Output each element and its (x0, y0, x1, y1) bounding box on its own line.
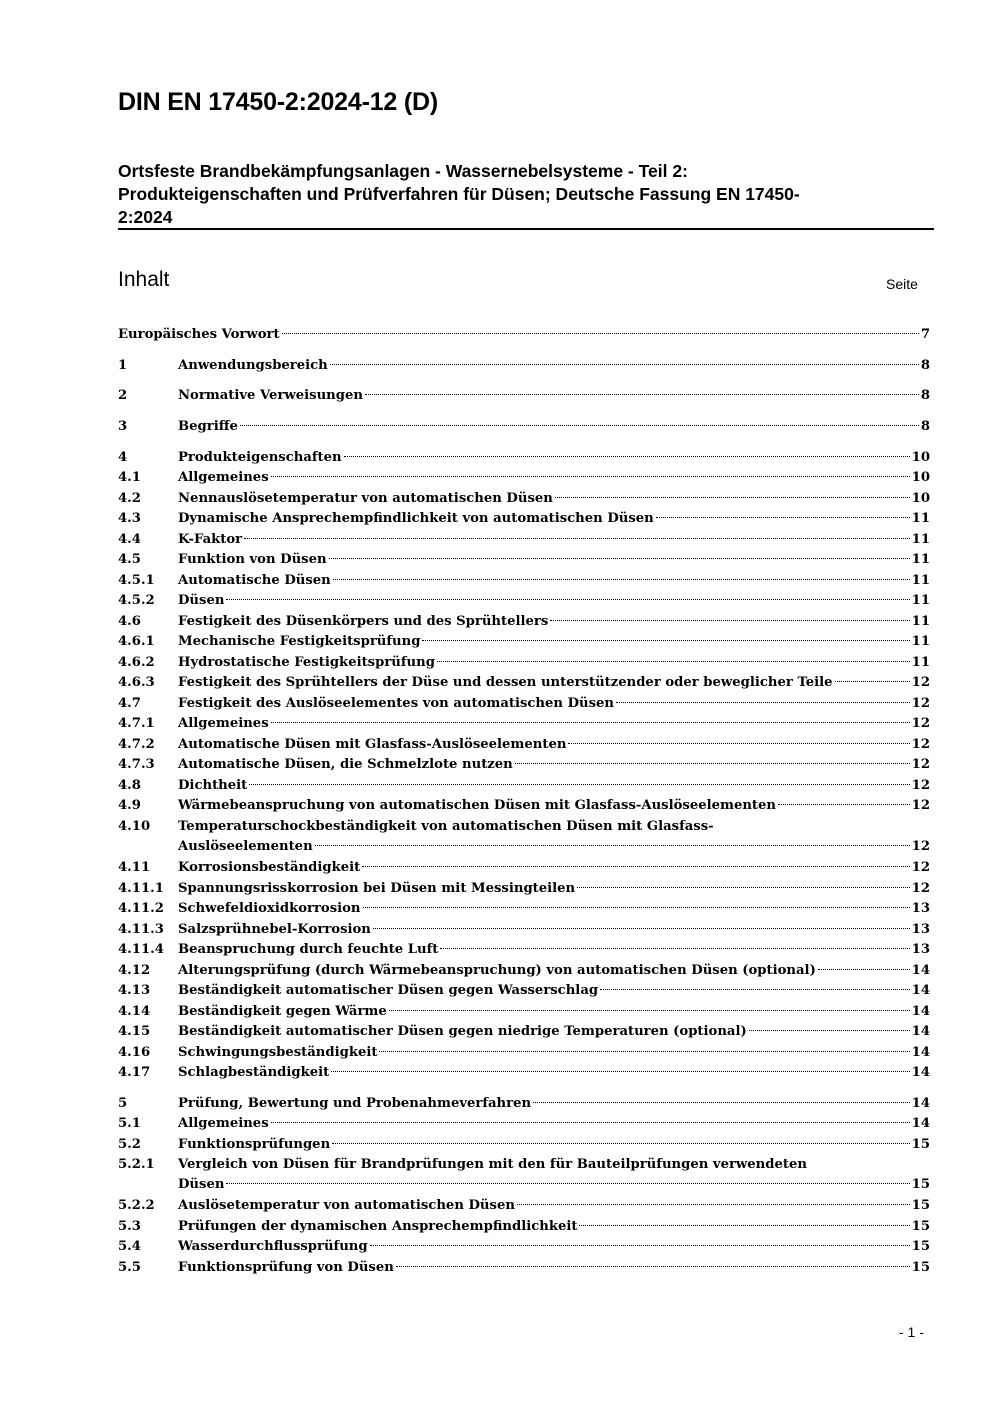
toc-entry-page: 14 (911, 983, 930, 998)
toc-entry[interactable] (118, 817, 930, 857)
toc-entry-page: 11 (911, 552, 930, 567)
toc-entry-title: K-Faktor (178, 532, 243, 547)
toc-dot-leader (362, 866, 909, 867)
toc-entry-page: 15 (911, 1177, 930, 1192)
toc-entry[interactable] (118, 1196, 930, 1216)
toc-dot-leader (330, 364, 919, 365)
toc-entry[interactable] (118, 776, 930, 796)
toc-entry-title: Allgemeines (178, 1116, 269, 1131)
toc-entry-page: 12 (911, 860, 930, 875)
toc-entry-page: 11 (911, 532, 930, 547)
toc-entry-title: Auslösetemperatur von automatischen Düsen (178, 1198, 515, 1213)
toc-entry-title: Funktionsprüfung von Düsen (178, 1260, 394, 1275)
toc-entry-line (178, 653, 930, 673)
toc-entry-line (178, 509, 930, 529)
toc-entry-page: 12 (911, 716, 930, 731)
toc-entry-number: 4.6 (118, 614, 141, 629)
toc-entry-title: Festigkeit des Sprühtellers der Düse und dessen unterstützender oder beweglicher Teile (178, 675, 833, 690)
toc-entry-page: 14 (911, 1004, 930, 1019)
toc-entry-title: Nennauslösetemperatur von automatischen Düsen (178, 491, 553, 506)
toc-entry[interactable] (118, 1155, 930, 1195)
toc-entry-line (178, 591, 930, 611)
toc-entry-page: 13 (911, 901, 930, 916)
toc-entry[interactable] (118, 1217, 930, 1237)
toc-entry-line (178, 1022, 930, 1042)
toc-entry-number: 5 (118, 1096, 128, 1111)
toc-entry-page: 15 (911, 1198, 930, 1213)
toc-entry[interactable] (118, 612, 930, 632)
toc-dot-leader (422, 640, 909, 641)
toc-entry-number: 4.14 (118, 1004, 151, 1019)
toc-entry-line (178, 735, 930, 755)
toc-entry-number: 4 (118, 450, 128, 465)
toc-entry-title: Allgemeines (178, 716, 269, 731)
toc-entry-line (178, 796, 930, 816)
toc-dot-leader (389, 1010, 910, 1011)
toc-entry-line (178, 1196, 930, 1216)
toc-dot-leader (244, 538, 910, 539)
toc-entry-number: 4.12 (118, 963, 151, 978)
toc-entry-line (178, 612, 930, 632)
toc-entry[interactable] (118, 1135, 930, 1155)
toc-entry-page: 10 (911, 470, 930, 485)
toc-dot-leader (517, 1204, 910, 1205)
toc-dot-leader (333, 579, 910, 580)
toc-entry-page: 12 (911, 839, 930, 854)
toc-entry[interactable] (118, 386, 930, 406)
toc-dot-leader (271, 1122, 910, 1123)
toc-entry-page: 12 (911, 778, 930, 793)
toc-entry[interactable] (118, 1043, 930, 1063)
toc-entry-line (178, 417, 930, 437)
toc-heading: Inhalt (118, 268, 170, 291)
toc-entry-page: 11 (911, 655, 930, 670)
toc-entry-line (178, 530, 930, 550)
toc-entry-page: 11 (911, 573, 930, 588)
toc-entry[interactable] (118, 530, 930, 550)
toc-dot-leader (656, 517, 910, 518)
toc-entry-number: 4.11.2 (118, 901, 164, 916)
toc-dot-leader (818, 969, 910, 970)
toc-entry-title: Alterungsprüfung (durch Wärmebeanspruchung) von automatischen Düsen (optional) (178, 963, 816, 978)
toc-entry-line (178, 356, 930, 376)
toc-dot-leader (226, 599, 909, 600)
toc-dot-leader (332, 1143, 909, 1144)
toc-entry-number: 1 (118, 358, 128, 373)
toc-entry-line (178, 755, 930, 775)
toc-entry-line (178, 1135, 930, 1155)
toc-entry-title: Salzsprühnebel-Korrosion (178, 922, 371, 937)
toc-dot-leader (568, 743, 909, 744)
toc-dot-leader (533, 1102, 910, 1103)
page-number: - 1 - (899, 1324, 924, 1340)
toc-dot-leader (329, 558, 910, 559)
toc-entry-number: 4.11.4 (118, 942, 164, 957)
toc-entry-number: 5.1 (118, 1116, 141, 1131)
toc-entry-line (178, 1063, 930, 1083)
toc-entry-page: 8 (920, 358, 930, 373)
toc-entry-title: Automatische Düsen, die Schmelzlote nutzen (178, 757, 513, 772)
toc-entry-line (178, 448, 930, 468)
toc-entry-title: Düsen (178, 1177, 225, 1192)
toc-entry-title: Korrosionsbeständigkeit (178, 860, 361, 875)
toc-entry-page: 12 (911, 757, 930, 772)
toc-entry-title: Festigkeit des Düsenkörpers und des Sprühtellers (178, 614, 549, 629)
toc-entry-title: Wasserdurchflussprüfung (178, 1239, 368, 1254)
toc-entry[interactable] (118, 417, 930, 437)
toc-entry-page: 11 (911, 593, 930, 608)
toc-entry-line (178, 879, 930, 899)
toc-entry[interactable] (118, 1094, 930, 1114)
title-divider (118, 228, 934, 230)
toc-entry-title: Wärmebeanspruchung von automatischen Düsen mit Glasfass-Auslöseelementen (178, 798, 777, 813)
toc-entry-number: 5.5 (118, 1260, 141, 1275)
toc-entry-title: Funktion von Düsen (178, 552, 327, 567)
toc-entry[interactable] (118, 468, 930, 488)
toc-entry[interactable] (118, 940, 930, 960)
toc-entry-line (178, 858, 930, 878)
toc-entry[interactable] (118, 961, 930, 981)
toc-entry-page: 8 (920, 388, 930, 403)
toc-entry-title: Produkteigenschaften (178, 450, 342, 465)
toc-entry-page: 13 (911, 922, 930, 937)
toc-entry-title: Mechanische Festigkeitsprüfung (178, 634, 421, 649)
toc-dot-leader (835, 681, 910, 682)
toc-dot-leader (600, 989, 910, 990)
toc-entry-title: Schwingungsbeständigkeit (178, 1045, 378, 1060)
toc-entry-number: 4.3 (118, 511, 141, 526)
toc-entry-title: Hydrostatische Festigkeitsprüfung (178, 655, 435, 670)
toc-entry-number: 4.10 (118, 819, 151, 834)
toc-dot-leader (550, 620, 909, 621)
toc-entry-number: 4.11.3 (118, 922, 164, 937)
toc-entry-title: Beanspruchung durch feuchte Luft (178, 942, 439, 957)
toc-entry-number: 4.1 (118, 470, 141, 485)
toc-entry[interactable] (118, 1002, 930, 1022)
toc-entry-page: 14 (911, 1116, 930, 1131)
toc-entry[interactable] (118, 981, 930, 1001)
toc-entry-line (178, 981, 930, 1001)
toc-entry-title: Normative Verweisungen (178, 388, 363, 403)
toc-entry-number: 4.11.1 (118, 881, 164, 896)
toc-entry-line (178, 1002, 930, 1022)
toc-entry-line (118, 325, 930, 345)
toc-entry[interactable] (118, 920, 930, 940)
toc-entry-line (178, 1094, 930, 1114)
toc-dot-leader (515, 763, 910, 764)
toc-entry-title: Beständigkeit gegen Wärme (178, 1004, 387, 1019)
toc-entry[interactable] (118, 509, 930, 529)
toc-entry-line (178, 1175, 930, 1195)
toc-entry-title: Schlagbeständigkeit (178, 1065, 330, 1080)
toc-dot-leader (282, 333, 919, 334)
toc-entry-line (178, 694, 930, 714)
toc-entry-title: Prüfungen der dynamischen Ansprechempfindlichkeit (178, 1219, 578, 1234)
toc-entry-page: 12 (911, 881, 930, 896)
toc-entry-title: Automatische Düsen (178, 573, 331, 588)
toc-entry-number: 5.2.2 (118, 1198, 155, 1213)
toc-entry-line (178, 1043, 930, 1063)
toc-entry-title: Allgemeines (178, 470, 269, 485)
toc-entry[interactable] (118, 879, 930, 899)
toc-dot-leader (271, 476, 910, 477)
toc-entry[interactable] (118, 735, 930, 755)
toc-dot-leader (616, 702, 910, 703)
toc-entry-page: 12 (911, 675, 930, 690)
toc-entry-number: 3 (118, 419, 128, 434)
toc-entry-line (178, 940, 930, 960)
toc-entry-title: Anwendungsbereich (178, 358, 328, 373)
toc-entry-page: 13 (911, 942, 930, 957)
toc-entry-number: 4.15 (118, 1024, 151, 1039)
toc-entry[interactable] (118, 591, 930, 611)
toc-entry[interactable] (118, 1237, 930, 1257)
toc-entry-page: 15 (911, 1239, 930, 1254)
toc-entry-number: 4.7 (118, 696, 141, 711)
toc-entry-title: Prüfung, Bewertung und Probenahmeverfahren (178, 1096, 532, 1111)
document-title-line: Ortsfeste Brandbekämpfungsanlagen - Wassernebelsysteme - Teil 2: (118, 161, 688, 181)
toc-dot-leader (226, 1183, 909, 1184)
document-title-line: Produkteigenschaften und Prüfverfahren für Düsen; Deutsche Fassung EN 17450- (118, 184, 800, 204)
toc-entry-line (178, 714, 930, 734)
toc-entry-number: 5.2 (118, 1137, 141, 1152)
toc-dot-leader (315, 845, 910, 846)
toc-dot-leader (249, 784, 909, 785)
toc-entry[interactable] (118, 673, 930, 693)
toc-dot-leader (344, 456, 910, 457)
toc-page-column-label: Seite (886, 276, 918, 292)
toc-entry[interactable] (118, 755, 930, 775)
toc-dot-leader (577, 887, 910, 888)
toc-entry[interactable] (118, 550, 930, 570)
toc-entry-page: 15 (911, 1219, 930, 1234)
toc-dot-leader (331, 1071, 909, 1072)
toc-entry-page: 15 (911, 1137, 930, 1152)
toc-entry-number: 4.5 (118, 552, 141, 567)
toc-dot-leader (370, 1245, 910, 1246)
toc-entry[interactable] (118, 1022, 930, 1042)
toc-entry[interactable] (118, 356, 930, 376)
toc-entry-page: 12 (911, 737, 930, 752)
toc-entry-page: 14 (911, 1096, 930, 1111)
toc-entry[interactable] (118, 632, 930, 652)
toc-entry-page: 11 (911, 614, 930, 629)
toc-dot-leader (379, 1051, 909, 1052)
toc-entry[interactable] (118, 448, 930, 468)
toc-entry-number: 4.7.1 (118, 716, 155, 731)
toc-entry-title: Begriffe (178, 419, 238, 434)
toc-entry-number: 4.7.2 (118, 737, 155, 752)
toc-entry-number: 4.5.1 (118, 573, 155, 588)
toc-entry-page: 15 (911, 1260, 930, 1275)
toc-entry-title: Schwefeldioxidkorrosion (178, 901, 361, 916)
toc-entry[interactable] (118, 796, 930, 816)
toc-entry[interactable] (118, 899, 930, 919)
toc-entry-line (178, 837, 930, 857)
toc-entry[interactable] (118, 1114, 930, 1134)
toc-entry-title-first-line: Vergleich von Düsen für Brandprüfungen mit den für Bauteilprüfungen verwendeten (178, 1157, 807, 1172)
toc-dot-leader (365, 394, 919, 395)
toc-dot-leader (437, 661, 910, 662)
toc-entry-number: 4.13 (118, 983, 151, 998)
toc-entry-line (178, 489, 930, 509)
toc-entry[interactable] (118, 653, 930, 673)
toc-entry-line (178, 632, 930, 652)
toc-entry-title: Beständigkeit automatischer Düsen gegen Wasserschlag (178, 983, 599, 998)
toc-entry-line (178, 1237, 930, 1257)
toc-entry-number: 4.17 (118, 1065, 151, 1080)
toc-dot-leader (373, 928, 910, 929)
toc-entry-title: Europäisches Vorwort (118, 327, 280, 342)
toc-entry-page: 14 (911, 963, 930, 978)
toc-entry-title: Festigkeit des Auslöseelementes von automatischen Düsen (178, 696, 615, 711)
toc-entry-page: 11 (911, 634, 930, 649)
toc-entry[interactable] (118, 858, 930, 878)
toc-entry[interactable] (118, 1258, 930, 1278)
toc-entry-title: Dynamische Ansprechempfindlichkeit von automatischen Düsen (178, 511, 654, 526)
toc-entry-number: 4.9 (118, 798, 141, 813)
toc-entry[interactable] (118, 694, 930, 714)
toc-entry-line (178, 550, 930, 570)
toc-dot-leader (579, 1225, 909, 1226)
toc-entry-number: 4.6.3 (118, 675, 155, 690)
toc-entry-number: 5.4 (118, 1239, 141, 1254)
toc-dot-leader (778, 804, 910, 805)
toc-entry-line (178, 1217, 930, 1237)
toc-entry-line (178, 776, 930, 796)
toc-dot-leader (555, 497, 910, 498)
toc-entry-title: Automatische Düsen mit Glasfass-Auslöseelementen (178, 737, 567, 752)
toc-dot-leader (271, 722, 910, 723)
toc-entry-line (178, 1258, 930, 1278)
toc-entry-line (178, 899, 930, 919)
toc-entry-page: 8 (920, 419, 930, 434)
toc-dot-leader (240, 425, 919, 426)
toc-entry-line (178, 920, 930, 940)
toc-entry-number: 2 (118, 388, 128, 403)
toc-dot-leader (440, 948, 909, 949)
toc-entry-number: 4.4 (118, 532, 141, 547)
toc-entry-page: 14 (911, 1024, 930, 1039)
toc-entry-title: Dichtheit (178, 778, 248, 793)
toc-entry-number: 4.5.2 (118, 593, 155, 608)
toc-entry-line (178, 468, 930, 488)
toc-dot-leader (363, 907, 910, 908)
toc-entry-line (178, 673, 930, 693)
toc-entry-line (178, 386, 930, 406)
toc-entry-number: 4.6.2 (118, 655, 155, 670)
toc-entry-number: 5.3 (118, 1219, 141, 1234)
toc-entry-page: 12 (911, 798, 930, 813)
toc-entry-line (178, 961, 930, 981)
toc-entry-number: 4.7.3 (118, 757, 155, 772)
toc-entry-page: 10 (911, 491, 930, 506)
toc-entry[interactable] (118, 1063, 930, 1083)
toc-entry-page: 7 (920, 327, 930, 342)
toc-entry-title: Spannungsrisskorrosion bei Düsen mit Messingteilen (178, 881, 576, 896)
toc-entry-title: Auslöseelementen (178, 839, 313, 854)
toc-entry[interactable] (118, 489, 930, 509)
toc-dot-leader (749, 1030, 910, 1031)
toc-entry-title-first-line: Temperaturschockbeständigkeit von automatischen Düsen mit Glasfass- (178, 819, 714, 834)
toc-entry-number: 4.11 (118, 860, 151, 875)
toc-entry[interactable] (118, 714, 930, 734)
toc-entry-page: 12 (911, 696, 930, 711)
toc-entry-line (178, 1114, 930, 1134)
toc-entry[interactable] (118, 325, 930, 345)
document-title-line: 2:2024 (118, 207, 173, 227)
toc-entry-title: Beständigkeit automatischer Düsen gegen niedrige Temperaturen (optional) (178, 1024, 747, 1039)
toc-entry-page: 10 (911, 450, 930, 465)
toc-entry-number: 4.6.1 (118, 634, 155, 649)
document-id: DIN EN 17450-2:2024-12 (D) (118, 88, 438, 116)
toc-entry[interactable] (118, 571, 930, 591)
toc-dot-leader (396, 1266, 910, 1267)
toc-entry-page: 11 (911, 511, 930, 526)
toc-entry-number: 4.2 (118, 491, 141, 506)
document-title (118, 160, 918, 229)
toc-entry-number: 4.16 (118, 1045, 151, 1060)
toc-entry-number: 4.8 (118, 778, 141, 793)
toc-entry-title: Düsen (178, 593, 225, 608)
toc-entry-line (178, 571, 930, 591)
toc-entry-number: 5.2.1 (118, 1157, 155, 1172)
toc-entry-page: 14 (911, 1065, 930, 1080)
toc-entry-page: 14 (911, 1045, 930, 1060)
toc-entry-title: Funktionsprüfungen (178, 1137, 331, 1152)
